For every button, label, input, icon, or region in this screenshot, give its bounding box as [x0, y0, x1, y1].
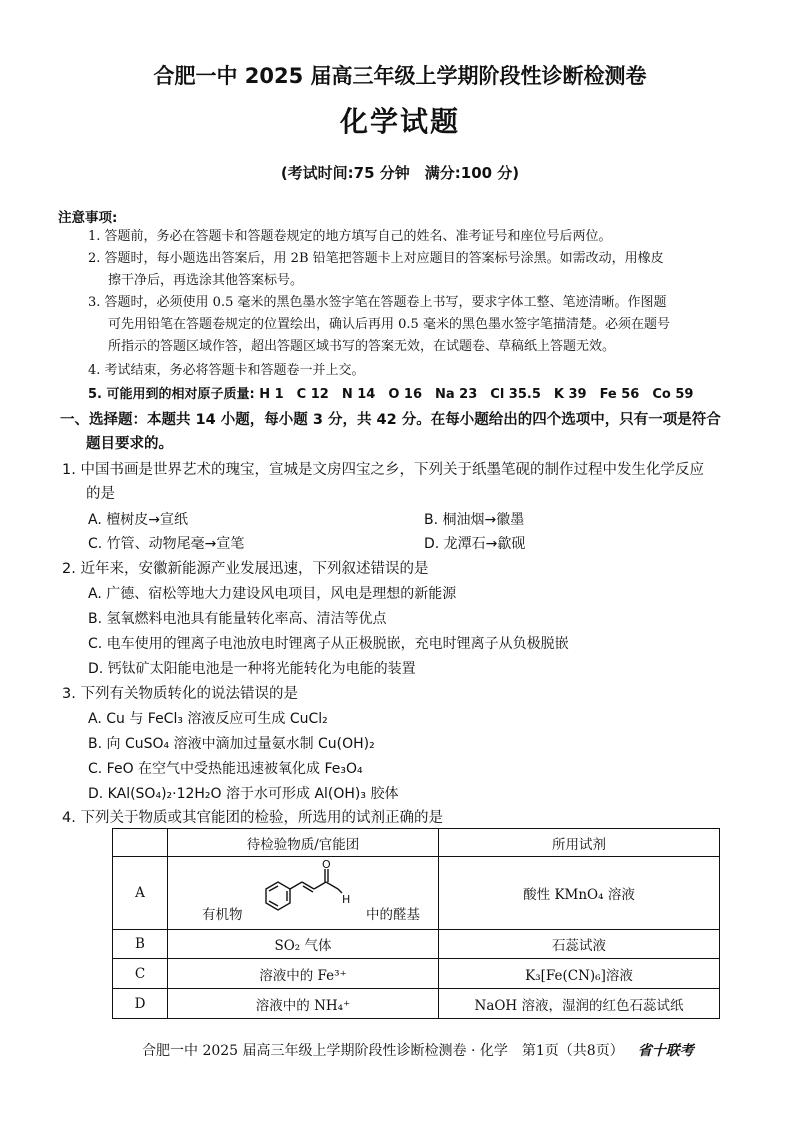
row-label: C	[113, 959, 168, 989]
table-header-cell	[113, 829, 168, 857]
section-heading-cont: 题目要求的。	[86, 436, 173, 452]
q3-option-b: B. 向 CuSO₄ 溶液中滴加过量氨水制 Cu(OH)₂	[88, 736, 375, 752]
reagent-cell: 石蕊试液	[439, 930, 720, 959]
footer-text: 合肥一中 2025 届高三年级上学期阶段性诊断检测卷 · 化学 第1页（共8页）	[142, 1043, 624, 1059]
table-header-row	[113, 829, 720, 857]
q2-option-a: A. 广德、宿松等地大力建设风电项目，风电是理想的新能源	[88, 586, 457, 602]
substance-cell: 溶液中的 Fe³⁺	[168, 959, 439, 989]
q2-option-c: C. 电车使用的锂离子电池放电时锂离子从正极脱嵌，充电时锂离子从负极脱嵌	[88, 636, 569, 652]
notice-line: 可先用铅笔在答题卷规定的位置绘出，确认后再用 0.5 毫米的黑色墨水签字笔描清楚。必须在题号	[108, 317, 670, 332]
q2-option-b: B. 氢氧燃料电池具有能量转化率高、清洁等优点	[88, 611, 387, 627]
q1-option-c: C. 竹管、动物尾毫→宣笔	[88, 536, 245, 552]
q3-option-a: A. Cu 与 FeCl₃ 溶液反应可生成 CuCl₂	[88, 711, 328, 727]
notice-line: 1. 答题前，务必在答题卡和答题卷规定的地方填写自己的姓名、准考证号和座位号后两位。	[88, 229, 612, 244]
hydrogen-label: H	[342, 893, 351, 906]
notice-line: 3. 答题时，必须使用 0.5 毫米的黑色墨水签字笔在答题卷上书写，要求字体工整、笔迹清晰。作图题	[88, 295, 667, 310]
reagent-cell: NaOH 溶液，湿润的红色石蕊试纸	[439, 989, 720, 1019]
substance-prefix: 有机物	[202, 907, 243, 923]
q3-option-d: D. KAl(SO₄)₂·12H₂O 溶于水可形成 Al(OH)₃ 胶体	[88, 786, 399, 802]
notice-line: 4. 考试结束，务必将答题卡和答题卷一并上交。	[88, 363, 365, 378]
q1-option-b: B. 桐油烟→徽墨	[424, 512, 525, 528]
exam-title: 合肥一中 2025 届高三年级上学期阶段性诊断检测卷	[153, 64, 647, 88]
row-label: B	[113, 930, 168, 959]
oxygen-label: O	[322, 859, 331, 871]
atomic-masses: 5. 可能用到的相对原子质量: H 1 C 12 N 14 O 16 Na 23 Cl 35.5 K 39 Fe 56 Co 59	[88, 387, 694, 402]
question-1-stem-cont: 的是	[86, 486, 115, 502]
page-footer	[142, 1040, 762, 1060]
exam-info: (考试时间:75 分钟 满分:100 分)	[280, 164, 520, 182]
question-2-stem: 2. 近年来，安徽新能源产业发展迅速，下列叙述错误的是	[62, 561, 429, 577]
q3-option-c: C. FeO 在空气中受热能迅速被氧化成 Fe₃O₄	[88, 761, 363, 777]
question-1-stem: 1. 中国书画是世界艺术的瑰宝，宣城是文房四宝之乡，下列关于纸墨笔砚的制作过程中发生化学反应	[62, 462, 704, 478]
reagent-cell: 酸性 KMnO₄ 溶液	[439, 857, 720, 930]
substance-suffix: 中的醛基	[366, 907, 420, 923]
row-label: A	[113, 857, 168, 930]
table-header-cell: 所用试剂	[439, 829, 720, 857]
table-row	[113, 989, 720, 1019]
table-row	[113, 959, 720, 989]
table-header-cell: 待检验物质/官能团	[168, 829, 439, 857]
row-label: D	[113, 989, 168, 1019]
notice-line: 所指示的答题区域作答，超出答题区域书写的答案无效，在试题卷、草稿纸上答题无效。	[108, 339, 616, 354]
q1-option-a: A. 檀树皮→宣纸	[88, 512, 188, 528]
q1-option-d: D. 龙潭石→歙砚	[424, 536, 526, 552]
q2-option-d: D. 钙钛矿太阳能电池是一种将光能转化为电能的装置	[88, 661, 416, 677]
question-4-stem: 4. 下列关于物质或其官能团的检验，所选用的试剂正确的是	[62, 810, 443, 826]
table-row	[113, 930, 720, 959]
section-heading: 一、选择题：本题共 14 小题，每小题 3 分，共 42 分。在每小题给出的四个选项中，只有一项是符合	[60, 412, 721, 428]
substance-cell	[168, 857, 439, 930]
question-3-stem: 3. 下列有关物质转化的说法错误的是	[62, 686, 298, 702]
notice-line: 擦干净后，再选涂其他答案标号。	[108, 273, 304, 288]
subject-title: 化学试题	[339, 105, 460, 138]
table-row	[113, 857, 720, 930]
substance-cell: SO₂ 气体	[168, 930, 439, 959]
notice-title: 注意事项:	[58, 210, 118, 226]
reagent-cell: K₃[Fe(CN)₆]溶液	[439, 959, 720, 989]
notice-line: 2. 答题时，每小题选出答案后，用 2B 铅笔把答题卡上对应题目的答案标号涂黑。如需改动，用橡皮	[88, 251, 664, 266]
reagent-table	[112, 828, 720, 1019]
footer-stamp: 省十联考	[637, 1043, 694, 1059]
substance-cell: 溶液中的 NH₄⁺	[168, 989, 439, 1019]
cinnamaldehyde-structure	[254, 859, 364, 925]
